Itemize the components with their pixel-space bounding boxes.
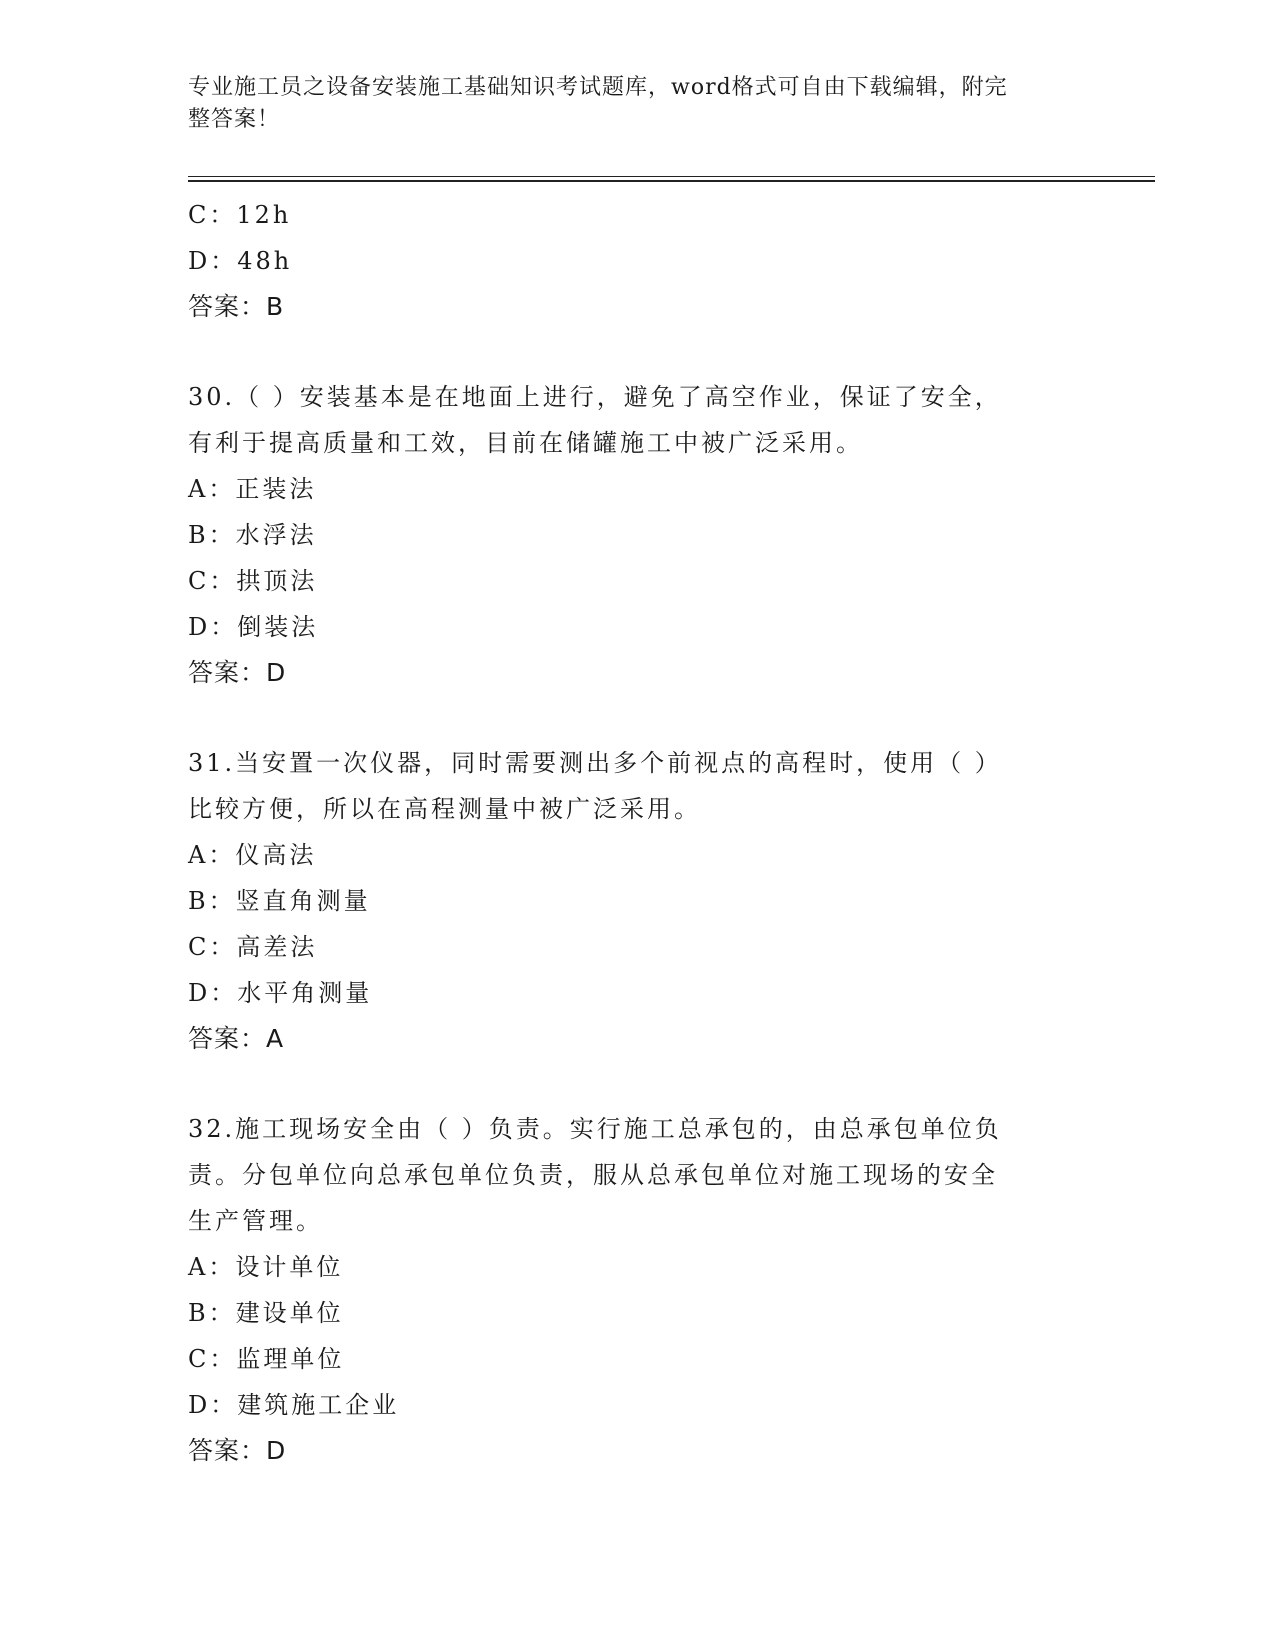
option-text: 建筑施工企业	[237, 1391, 400, 1419]
question-stem-line: 30.（ ）安装基本是在地面上进行，避免了高空作业，保证了安全，	[188, 383, 1002, 411]
option-a	[188, 1244, 1088, 1290]
option-c	[188, 192, 1088, 238]
option-label: B：	[188, 521, 236, 549]
header-title-line-1: 专业施工员之设备安装施工基础知识考试题库，word格式可自由下载编辑，附完	[188, 75, 1008, 100]
header-divider-thin	[188, 176, 1155, 177]
question-32	[188, 1106, 1088, 1474]
option-text: 高差法	[236, 933, 318, 961]
question-31	[188, 740, 1088, 1062]
question-stem-line: 比较方便，所以在高程测量中被广泛采用。	[188, 795, 701, 823]
option-label: C：	[188, 567, 237, 595]
option-text: 设计单位	[235, 1253, 344, 1281]
question-stem-line: 32.施工现场安全由（ ）负责。实行施工总承包的，由总承包单位负	[188, 1115, 1002, 1143]
option-label: D：	[188, 247, 238, 275]
option-text: 48h	[237, 247, 293, 275]
option-label: C：	[188, 933, 237, 961]
answer-line: 答案：A	[188, 1024, 285, 1053]
question-30	[188, 374, 1088, 696]
option-text: 水平角测量	[237, 979, 373, 1007]
document-header	[188, 72, 1068, 136]
option-text: 仪高法	[235, 841, 317, 869]
option-text: 建设单位	[235, 1299, 344, 1327]
option-label: B：	[188, 1299, 236, 1327]
question-stem-line: 生产管理。	[188, 1207, 323, 1235]
option-b	[188, 878, 1088, 924]
option-c	[188, 1336, 1088, 1382]
option-label: A：	[188, 1253, 236, 1281]
carryover-question	[188, 192, 1088, 330]
question-stem	[188, 1106, 1068, 1244]
option-label: A：	[188, 841, 236, 869]
option-text: 正装法	[235, 475, 317, 503]
option-b	[188, 1290, 1088, 1336]
question-stem-line: 责。分包单位向总承包单位负责，服从总承包单位对施工现场的安全	[188, 1161, 998, 1189]
question-stem	[188, 740, 1068, 832]
option-label: B：	[188, 887, 236, 915]
option-text: 监理单位	[236, 1345, 345, 1373]
option-d	[188, 970, 1088, 1016]
question-stem-line: 有利于提高质量和工效，目前在储罐施工中被广泛采用。	[188, 429, 863, 457]
option-label: C：	[188, 1345, 237, 1373]
option-c	[188, 924, 1088, 970]
header-divider-thick	[188, 180, 1155, 182]
question-stem-line: 31.当安置一次仪器，同时需要测出多个前视点的高程时，使用（ ）	[188, 749, 1002, 777]
question-stem	[188, 374, 1068, 466]
question-list	[188, 192, 1088, 1474]
option-label: D：	[188, 1391, 238, 1419]
option-a	[188, 832, 1088, 878]
option-label: A：	[188, 475, 236, 503]
answer-line: 答案：D	[188, 1436, 287, 1465]
option-d	[188, 238, 1088, 284]
option-b	[188, 512, 1088, 558]
option-c	[188, 558, 1088, 604]
option-a	[188, 466, 1088, 512]
option-text: 水浮法	[235, 521, 317, 549]
header-title-line-2: 整答案！	[188, 107, 281, 132]
option-d	[188, 1382, 1088, 1428]
answer-line: 答案：D	[188, 658, 287, 687]
answer-line: 答案：B	[188, 292, 285, 321]
option-text: 拱顶法	[236, 567, 318, 595]
option-text: 12h	[236, 201, 292, 229]
option-label: D：	[188, 613, 238, 641]
option-d	[188, 604, 1088, 650]
option-text: 竖直角测量	[235, 887, 371, 915]
option-text: 倒装法	[237, 613, 319, 641]
option-label: D：	[188, 979, 238, 1007]
option-label: C：	[188, 201, 237, 229]
